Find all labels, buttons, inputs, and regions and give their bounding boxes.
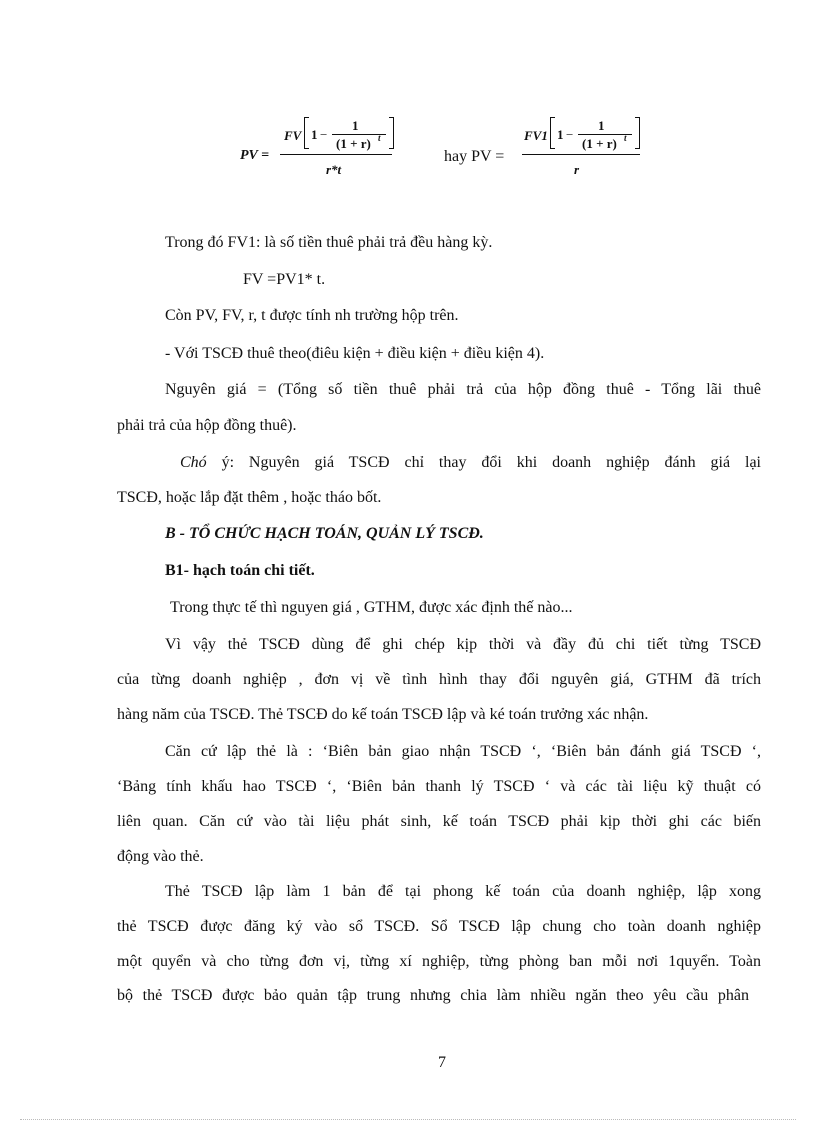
text-line: liên quan. Căn cứ vào tài liệu phát sinh, kế toán TSCĐ phải kịp thời ghi các biến [117,813,761,830]
text-line: Căn cứ lập thẻ là : ‘Biên bản giao nhận TSCĐ ‘, ‘Biên bản đánh giá TSCĐ ‘, [165,743,761,760]
formula-left [240,112,400,182]
text-line: FV =PV1* t. [243,271,326,288]
text-line: Vì vậy thẻ TSCĐ dùng để ghi chép kịp thời và đầy đủ chi tiết từng TSCĐ [165,636,761,653]
formula-right-lhs: hay PV = [444,148,505,165]
text-line: bộ thẻ TSCĐ được bảo quản tập trung nhưng chia làm nhiều ngăn theo yêu cầu phân [117,987,749,1004]
text-line: hàng năm của TSCĐ. Thẻ TSCĐ do kế toán TSCĐ lập và ké toán trưởng xác nhận. [117,706,649,723]
formula-right-inner-den: (1 + r) [582,136,617,151]
text-line: ‘Bảng tính khấu hao TSCĐ ‘, ‘Biên bản thanh lý TSCĐ ‘ và các tài liệu kỹ thuật có [117,778,761,795]
text-line: Trong đó FV1: là số tiền thuê phải trả đều hàng kỳ. [165,234,493,251]
text-line: động vào thẻ. [117,848,204,865]
section-heading: B - TỔ CHỨC HẠCH TOÁN, QUẢN LÝ TSCĐ. [165,525,484,542]
text-line: phải trả của hộp đồng thuê). [117,417,297,434]
text-line: Còn PV, FV, r, t được tính nh trường hộp trên. [165,307,459,324]
text-line: Thẻ TSCĐ lập làm 1 bản để tại phong kế toán của doanh nghiệp, lập xong [165,883,761,900]
formula-left-denominator: r*t [326,162,342,177]
formula-left-lhs: PV = [240,148,270,163]
subsection-heading: B1- hạch toán chi tiết. [165,562,315,579]
formula-left-fv: FV [284,128,302,143]
formula-right-denominator: r [574,162,580,177]
note-line [180,453,761,473]
formula-left-inner-num: 1 [352,118,359,133]
text-line: TSCĐ, hoặc lắp đặt thêm , hoặc tháo bốt. [117,489,382,506]
formula-left-exp: t [378,133,381,143]
note-text: ý: Nguyên giá TSCĐ chỉ thay đổi khi doanh nghiệp đánh giá lại [206,454,761,471]
text-line: Trong thực tế thì nguyen giá , GTHM, được xác định thế nào... [170,599,573,616]
formula-left-inner-den: (1 + r) [336,136,371,151]
formula-right-minus: − [566,127,574,142]
page-bottom-divider [20,1119,796,1120]
formula-right [444,112,644,182]
text-line: một quyển và cho từng đơn vị, từng xí nghiệp, từng phòng ban mỗi nơi 1quyển. Toàn [117,953,761,970]
text-line: thẻ TSCĐ được đăng ký vào sổ TSCĐ. Sổ TSCĐ lập chung cho toàn doanh nghiệp [117,918,761,935]
text-line: - Với TSCĐ thuê theo(điêu kiện + điều kiện + điều kiện 4). [165,345,545,362]
page-number: 7 [438,1054,446,1071]
formula-left-bracket [304,117,394,149]
formula-right-exp: t [624,133,627,143]
formula-right-one: 1 [557,127,564,142]
text-line: Nguyên giá = (Tổng số tiền thuê phải trả của hộp đồng thuê - Tổng lãi thuê [165,381,761,398]
formula-right-bracket [550,117,640,149]
formula-left-minus: − [320,127,328,142]
formula-left-one: 1 [311,127,318,142]
text-line: của từng doanh nghiệp , đơn vị về tình hình thay đổi nguyên giá, GTHM đã trích [117,671,761,688]
formula-right-fv: FV1 [524,128,548,143]
formula-right-inner-num: 1 [598,118,605,133]
note-label: Chó [180,454,207,471]
